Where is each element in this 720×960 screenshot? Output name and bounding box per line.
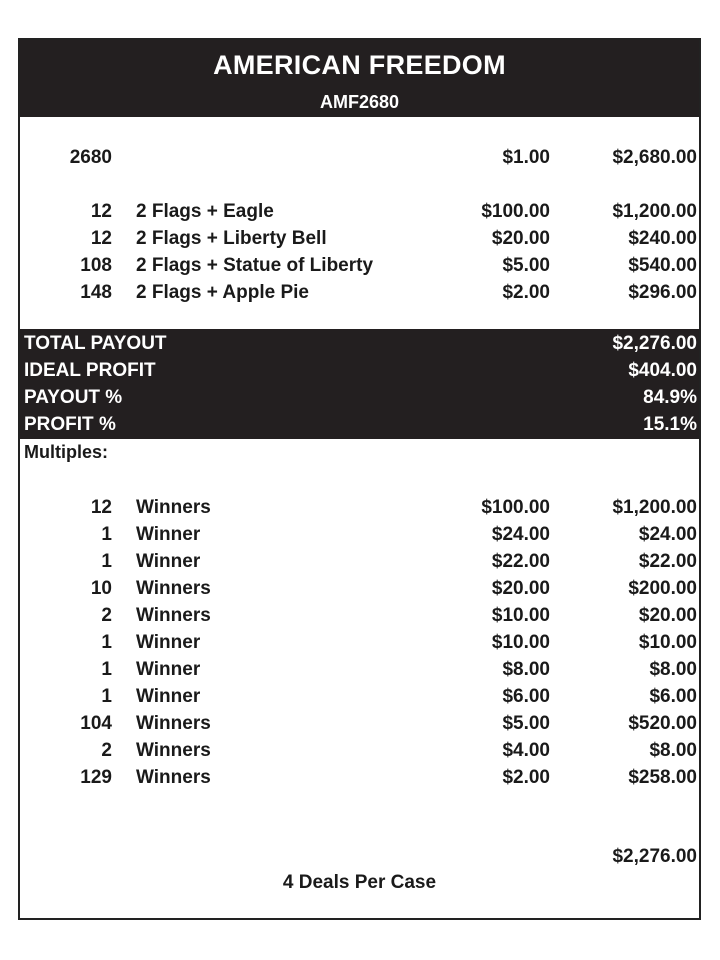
multiple-row — [20, 656, 699, 683]
multiple-price: $2.00 — [502, 767, 550, 788]
multiple-total: $6.00 — [649, 686, 697, 707]
prize-qty: 148 — [80, 282, 112, 303]
multiple-qty: 1 — [101, 686, 112, 707]
multiple-desc: Winner — [136, 659, 201, 680]
prize-qty: 108 — [80, 255, 112, 276]
multiple-row — [20, 737, 699, 764]
multiple-price: $5.00 — [502, 713, 550, 734]
multiple-row — [20, 683, 699, 710]
summary-label: PROFIT % — [24, 414, 116, 435]
multiple-desc: Winner — [136, 524, 201, 545]
multiple-row — [20, 521, 699, 548]
summary-row — [20, 357, 699, 384]
summary-band — [20, 329, 699, 439]
multiple-price: $100.00 — [481, 497, 550, 518]
multiple-total: $22.00 — [638, 551, 697, 572]
multiple-total: $20.00 — [638, 605, 697, 626]
payout-sheet — [18, 38, 701, 920]
multiple-desc: Winners — [136, 767, 211, 788]
game-code: AMF2680 — [319, 92, 400, 112]
multiple-total: $8.00 — [649, 659, 697, 680]
prize-desc: 2 Flags + Apple Pie — [136, 282, 309, 303]
prize-row — [20, 198, 699, 225]
multiple-row — [20, 494, 699, 521]
game-title: AMERICAN FREEDOM — [213, 50, 506, 80]
prize-price: $5.00 — [502, 255, 550, 276]
prize-row — [20, 252, 699, 279]
summary-value: $404.00 — [628, 360, 697, 381]
multiple-desc: Winners — [136, 713, 211, 734]
summary-row — [20, 330, 699, 357]
multiple-row — [20, 629, 699, 656]
grand-total: $2,276.00 — [612, 846, 697, 867]
summary-label: IDEAL PROFIT — [24, 360, 156, 381]
summary-label: TOTAL PAYOUT — [24, 333, 167, 354]
multiple-row — [20, 548, 699, 575]
multiple-qty: 104 — [80, 713, 112, 734]
multiple-price: $8.00 — [502, 659, 550, 680]
prize-total: $1,200.00 — [612, 201, 697, 222]
multiple-price: $22.00 — [491, 551, 550, 572]
multiple-total: $8.00 — [649, 740, 697, 761]
multiple-qty: 12 — [90, 497, 112, 518]
deal-price: $1.00 — [502, 147, 550, 168]
summary-row — [20, 411, 699, 438]
multiple-desc: Winner — [136, 632, 201, 653]
multiples-heading: Multiples: — [24, 442, 108, 462]
multiple-total: $1,200.00 — [612, 497, 697, 518]
multiple-price: $24.00 — [491, 524, 550, 545]
multiple-desc: Winners — [136, 497, 211, 518]
sheet-header — [20, 40, 699, 117]
multiple-qty: 2 — [101, 740, 112, 761]
multiple-row — [20, 764, 699, 791]
prize-price: $20.00 — [491, 228, 550, 249]
multiple-qty: 1 — [101, 632, 112, 653]
multiple-qty: 2 — [101, 605, 112, 626]
multiple-total: $258.00 — [628, 767, 697, 788]
multiple-desc: Winners — [136, 740, 211, 761]
summary-label: PAYOUT % — [24, 387, 123, 408]
multiple-row — [20, 575, 699, 602]
multiple-price: $20.00 — [491, 578, 550, 599]
multiple-total: $520.00 — [628, 713, 697, 734]
summary-value: 84.9% — [643, 387, 697, 408]
multiple-row — [20, 602, 699, 629]
prize-total: $240.00 — [628, 228, 697, 249]
multiple-price: $10.00 — [491, 605, 550, 626]
multiple-row — [20, 710, 699, 737]
multiple-qty: 10 — [90, 578, 112, 599]
deal-row — [20, 144, 699, 171]
multiple-total: $10.00 — [638, 632, 697, 653]
deals-per-case: 4 Deals Per Case — [282, 872, 437, 893]
multiple-total: $24.00 — [638, 524, 697, 545]
multiple-qty: 1 — [101, 659, 112, 680]
prize-desc: 2 Flags + Eagle — [136, 201, 274, 222]
multiple-qty: 1 — [101, 551, 112, 572]
multiple-price: $4.00 — [502, 740, 550, 761]
prize-desc: 2 Flags + Statue of Liberty — [136, 255, 374, 276]
multiple-desc: Winner — [136, 686, 201, 707]
summary-value: $2,276.00 — [612, 333, 697, 354]
prize-row — [20, 225, 699, 252]
multiple-price: $10.00 — [491, 632, 550, 653]
prize-desc: 2 Flags + Liberty Bell — [136, 228, 327, 249]
multiple-price: $6.00 — [502, 686, 550, 707]
multiple-qty: 1 — [101, 524, 112, 545]
prize-total: $296.00 — [628, 282, 697, 303]
multiple-desc: Winners — [136, 578, 211, 599]
prize-total: $540.00 — [628, 255, 697, 276]
multiple-desc: Winners — [136, 605, 211, 626]
prize-qty: 12 — [90, 201, 112, 222]
multiple-desc: Winner — [136, 551, 201, 572]
prize-qty: 12 — [90, 228, 112, 249]
deal-count: 2680 — [69, 147, 112, 168]
multiple-total: $200.00 — [628, 578, 697, 599]
multiple-qty: 129 — [80, 767, 112, 788]
prize-row — [20, 279, 699, 306]
summary-row — [20, 384, 699, 411]
prize-price: $2.00 — [502, 282, 550, 303]
prize-price: $100.00 — [481, 201, 550, 222]
summary-value: 15.1% — [643, 414, 697, 435]
deal-total: $2,680.00 — [612, 147, 697, 168]
